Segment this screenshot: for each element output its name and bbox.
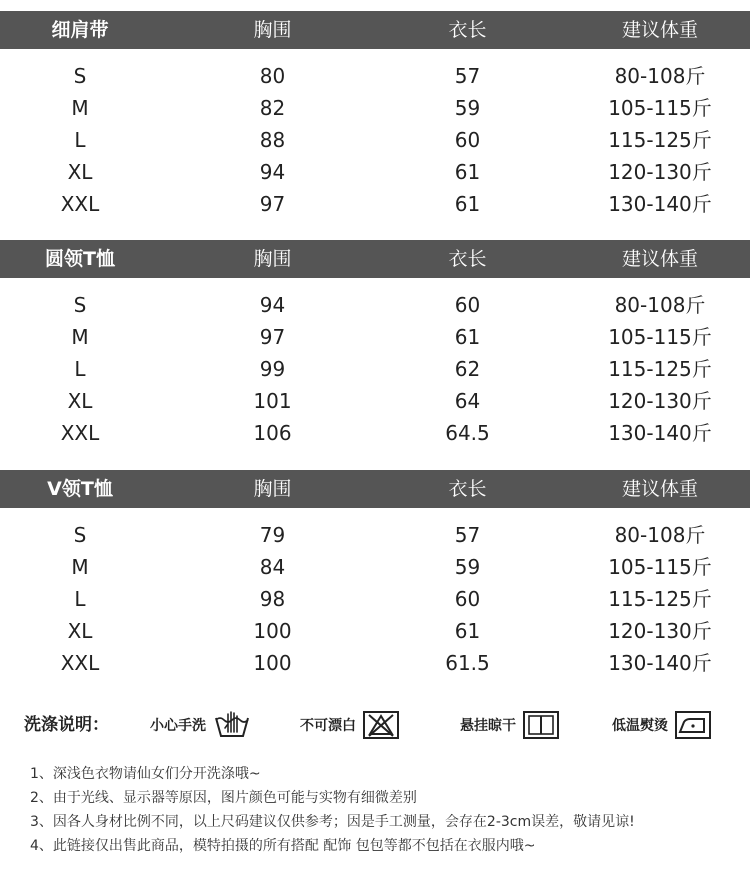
wash-item-low-iron: [612, 708, 712, 742]
bust-cell: 106: [253, 421, 292, 445]
table-title: 圆领T恤: [45, 248, 115, 270]
table-row: [0, 417, 750, 449]
header-length: 衣长: [448, 19, 487, 41]
size-cell: S: [73, 64, 87, 88]
table-header: [0, 11, 750, 49]
size-table-crew-neck-tee: [0, 240, 750, 278]
table-row: [0, 321, 750, 353]
table-row: [0, 60, 750, 92]
wash-item-hang-dry: [460, 708, 560, 742]
size-cell: M: [71, 325, 89, 349]
size-cell: XXL: [60, 421, 100, 445]
weight-cell: 130-140斤: [608, 421, 712, 445]
weight-cell: 115-125斤: [608, 357, 712, 381]
hang-dry-icon: [522, 710, 560, 740]
bust-cell: 94: [259, 160, 286, 184]
header-weight: 建议体重: [621, 248, 698, 270]
header-length: 衣长: [448, 478, 487, 500]
bust-cell: 84: [259, 555, 286, 579]
bust-cell: 88: [259, 128, 286, 152]
weight-cell: 120-130斤: [608, 619, 712, 643]
length-cell: 57: [454, 523, 481, 547]
weight-cell: 105-115斤: [608, 555, 712, 579]
size-cell: XXL: [60, 192, 100, 216]
table-row: [0, 156, 750, 188]
length-cell: 60: [454, 293, 481, 317]
header-bust: 胸围: [253, 478, 292, 500]
table-row: [0, 583, 750, 615]
weight-cell: 80-108斤: [614, 523, 706, 547]
length-cell: 60: [454, 128, 481, 152]
bust-cell: 94: [259, 293, 286, 317]
length-cell: 61.5: [445, 651, 490, 675]
bust-cell: 79: [259, 523, 286, 547]
bust-cell: 100: [253, 651, 292, 675]
low-iron-icon: [674, 710, 712, 740]
weight-cell: 80-108斤: [614, 64, 706, 88]
length-cell: 61: [454, 325, 481, 349]
table-row: [0, 551, 750, 583]
hand-wash-icon: [212, 710, 252, 740]
length-cell: 61: [454, 619, 481, 643]
table-row: [0, 289, 750, 321]
table-row: [0, 92, 750, 124]
wash-item-hand-wash: [150, 708, 252, 742]
table-row: [0, 353, 750, 385]
bust-cell: 97: [259, 192, 286, 216]
size-cell: S: [73, 523, 87, 547]
size-cell: S: [73, 293, 87, 317]
table-row: [0, 647, 750, 679]
weight-cell: 120-130斤: [608, 160, 712, 184]
weight-cell: 130-140斤: [608, 192, 712, 216]
header-bust: 胸围: [253, 19, 292, 41]
bust-cell: 100: [253, 619, 292, 643]
size-cell: XL: [67, 389, 93, 413]
note-line: 2、由于光线、显示器等原因，图片颜色可能与实物有细微差别: [30, 790, 417, 806]
bust-cell: 80: [259, 64, 286, 88]
length-cell: 61: [454, 160, 481, 184]
length-cell: 59: [454, 555, 481, 579]
size-cell: XXL: [60, 651, 100, 675]
table-title: 细肩带: [51, 19, 109, 41]
length-cell: 60: [454, 587, 481, 611]
table-row: [0, 615, 750, 647]
size-cell: XL: [67, 619, 93, 643]
table-title: V领T恤: [47, 478, 113, 500]
wash-instructions: [0, 708, 750, 742]
table-header: [0, 240, 750, 278]
size-table-v-neck-tee: [0, 470, 750, 508]
wash-item-label: 悬挂晾干: [460, 718, 516, 734]
length-cell: 61: [454, 192, 481, 216]
bust-cell: 98: [259, 587, 286, 611]
weight-cell: 105-115斤: [608, 96, 712, 120]
no-bleach-icon: [362, 710, 400, 740]
size-cell: M: [71, 555, 89, 579]
weight-cell: 115-125斤: [608, 128, 712, 152]
weight-cell: 80-108斤: [614, 293, 706, 317]
table-row: [0, 385, 750, 417]
table-header: [0, 470, 750, 508]
length-cell: 64.5: [445, 421, 490, 445]
weight-cell: 115-125斤: [608, 587, 712, 611]
wash-item-no-bleach: [300, 708, 400, 742]
wash-title: 洗涤说明：: [24, 715, 109, 735]
wash-item-label: 不可漂白: [300, 718, 356, 734]
notes-list: [30, 762, 635, 858]
header-weight: 建议体重: [621, 19, 698, 41]
header-weight: 建议体重: [621, 478, 698, 500]
bust-cell: 82: [259, 96, 286, 120]
length-cell: 64: [454, 389, 481, 413]
size-cell: XL: [67, 160, 93, 184]
bust-cell: 99: [259, 357, 286, 381]
size-cell: L: [74, 587, 86, 611]
bust-cell: 97: [259, 325, 286, 349]
header-bust: 胸围: [253, 248, 292, 270]
bust-cell: 101: [253, 389, 292, 413]
note-line: 3、因各人身材比例不同，以上尺码建议仅供参考；因是手工测量，会存在2-3cm误差，敬请见谅!: [30, 814, 635, 830]
size-cell: L: [74, 357, 86, 381]
wash-item-label: 小心手洗: [150, 718, 206, 734]
weight-cell: 120-130斤: [608, 389, 712, 413]
size-cell: L: [74, 128, 86, 152]
weight-cell: 130-140斤: [608, 651, 712, 675]
length-cell: 57: [454, 64, 481, 88]
table-row: [0, 188, 750, 220]
note-line: 1、深浅色衣物请仙女们分开洗涤哦~: [30, 766, 261, 782]
header-length: 衣长: [448, 248, 487, 270]
size-cell: M: [71, 96, 89, 120]
table-row: [0, 519, 750, 551]
length-cell: 59: [454, 96, 481, 120]
size-table-camisole: [0, 11, 750, 49]
wash-item-label: 低温熨烫: [612, 718, 668, 734]
weight-cell: 105-115斤: [608, 325, 712, 349]
length-cell: 62: [454, 357, 481, 381]
table-row: [0, 124, 750, 156]
note-line: 4、此链接仅出售此商品，模特拍摄的所有搭配 配饰 包包等都不包括在衣服内哦~: [30, 838, 536, 854]
